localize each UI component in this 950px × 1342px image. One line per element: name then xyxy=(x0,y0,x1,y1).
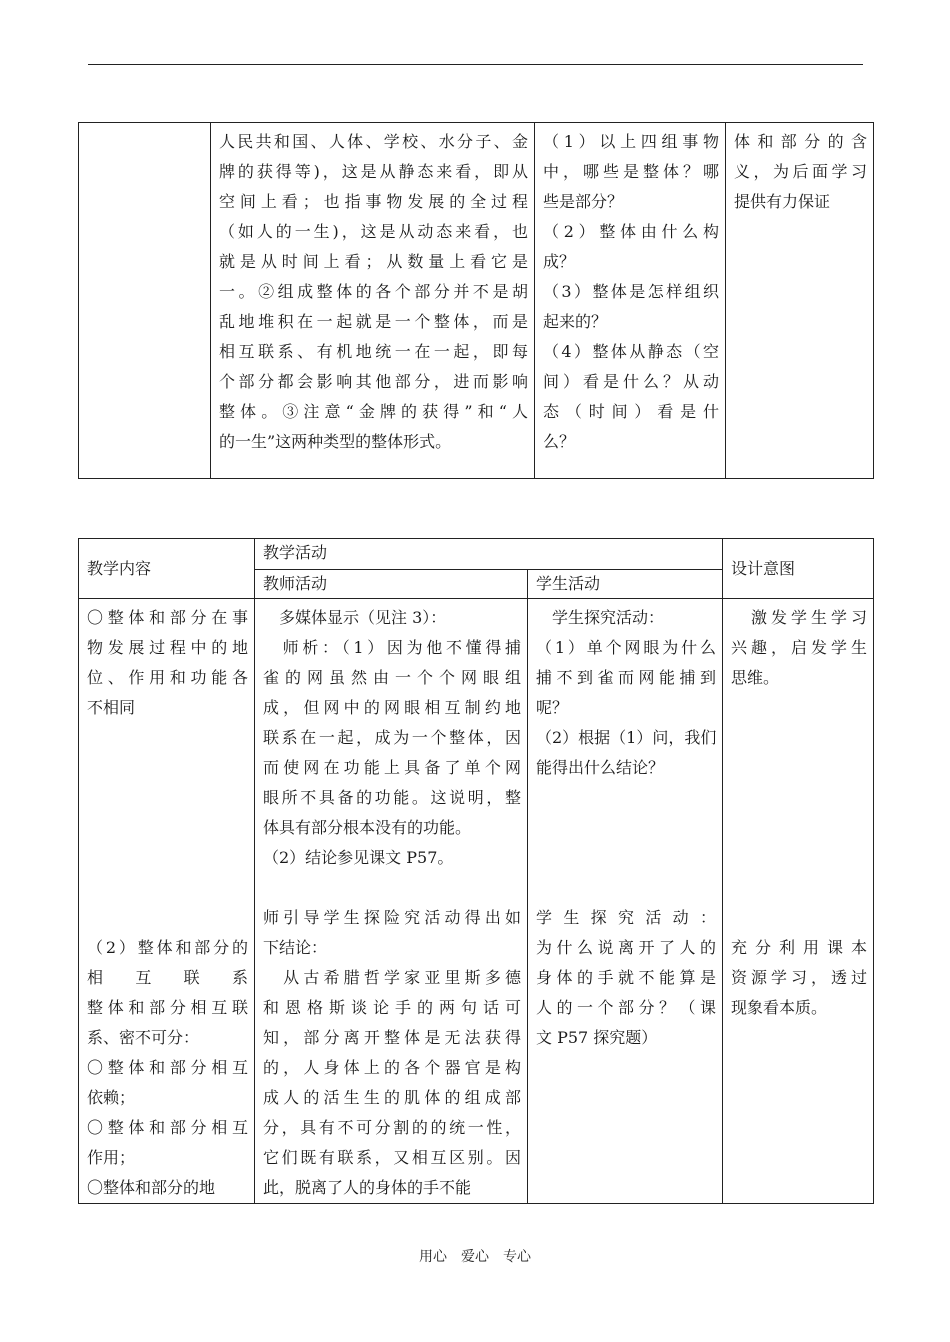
text-line: 成人的活生生的肌体的组成部 xyxy=(263,1088,521,1107)
blank-line xyxy=(87,753,248,783)
text-line: 学生探究活动： xyxy=(536,908,717,927)
text-line: 现象看本质。 xyxy=(731,998,828,1017)
text-line: 些是部分？ xyxy=(543,192,624,211)
text-line: 人民共和国、人体、学校、水分子、金 xyxy=(219,132,528,151)
text-line: 师析：（1）因为他不懂得捕 xyxy=(263,638,521,657)
text-line: （2）整体和部分的 xyxy=(87,938,248,957)
text-line: 成，但网中的网眼相互制约地 xyxy=(263,698,521,717)
text-line: 的，人身体上的各个器官是构 xyxy=(263,1058,521,1077)
text-line: 就是从时间上看；从数量上看它是 xyxy=(219,252,528,271)
blank-line xyxy=(536,843,716,873)
blank-line xyxy=(87,873,248,903)
text-line: 资源学习，透过 xyxy=(731,968,868,987)
header-teaching-activity: 教学活动 xyxy=(255,539,723,570)
text-line: （1）以上四组事物 xyxy=(543,132,719,151)
header-rule xyxy=(88,64,863,65)
text-line: 的一生”这两种类型的整体形式。 xyxy=(219,432,452,451)
text-line: 提供有力保证 xyxy=(734,192,831,211)
text-line: 而使网在功能上具备了单个网 xyxy=(263,758,521,777)
text-line: 一。②组成整体的各个部分并不是胡 xyxy=(219,282,528,301)
text-line: 学生探究活动： xyxy=(536,608,665,627)
text-line: 位、作用和功能各 xyxy=(87,668,248,687)
text-line: 它们既有联系，又相互区别。因 xyxy=(263,1148,521,1167)
header-teacher-activity: 教师活动 xyxy=(255,570,528,599)
text-line: 〇整体和部分相互 xyxy=(87,1058,248,1077)
text-line: 态（时间）看是什 xyxy=(543,402,719,421)
text-line: 思维。 xyxy=(731,668,780,687)
teacher-activity-cell xyxy=(255,599,528,1204)
blank-line xyxy=(731,783,867,813)
lesson-table-continued xyxy=(78,122,874,479)
empty-content-cell xyxy=(79,123,211,479)
text-line: 系、密不可分： xyxy=(87,1028,200,1047)
text-line: （2）根据（1）问，我们 xyxy=(536,728,717,747)
blank-line xyxy=(87,813,248,843)
text-line: 联系在一起，成为一个整体，因 xyxy=(263,728,521,747)
text-line: 体具有部分根本没有的功能。 xyxy=(263,818,472,837)
text-line: 作用； xyxy=(87,1148,136,1167)
page-footer: 用心 爱心 专心 xyxy=(419,1249,531,1265)
blank-line xyxy=(536,813,716,843)
text-line: 整体。③注意“金牌的获得”和“人 xyxy=(219,402,528,421)
blank-line xyxy=(263,873,521,903)
text-line: 物发展过程中的地 xyxy=(87,638,248,657)
text-line: 和恩格斯谈论手的两句话可 xyxy=(263,998,521,1017)
blank-line xyxy=(731,753,867,783)
blank-line xyxy=(536,873,716,903)
text-line: 依赖； xyxy=(87,1088,136,1107)
design-intent-cell xyxy=(723,599,874,1204)
text-line: 眼所不具备的功能。这说明，整 xyxy=(263,788,521,807)
text-line: 〇整体和部分的地 xyxy=(87,1178,216,1197)
text-line: 多媒体显示（见注 3）： xyxy=(263,608,447,627)
blank-line xyxy=(731,903,867,933)
blank-line xyxy=(731,813,867,843)
text-line: 捕不到雀而网能捕到 xyxy=(536,668,717,687)
text-line: （3）整体是怎样组织 xyxy=(543,282,719,301)
text-line: （如人的一生)，这是从动态来看，也 xyxy=(219,222,528,241)
text-line: 中，哪些是整体？哪 xyxy=(543,162,719,181)
header-student-activity: 学生活动 xyxy=(528,570,723,599)
text-line: 〇整体和部分在事 xyxy=(87,608,248,627)
explanation-cell xyxy=(211,123,535,479)
text-line: 相互联系、有机地统一在一起，即每 xyxy=(219,342,528,361)
questions-cell xyxy=(535,123,726,479)
text-line: （2）结论参见课文 P57。 xyxy=(263,848,454,867)
text-line: 义，为后面学习 xyxy=(734,162,867,181)
blank-line xyxy=(87,843,248,873)
text-line: 起来的？ xyxy=(543,312,608,331)
text-line: 充分利用课本 xyxy=(731,938,868,957)
content-cell xyxy=(79,599,255,1204)
text-line: 知，部分离开整体是无法获得 xyxy=(263,1028,521,1047)
text-line: 分，具有不可分割的的统一性， xyxy=(263,1118,521,1137)
text-line: 此，脱离了人的身体的手不能 xyxy=(263,1178,472,1197)
blank-line xyxy=(731,693,867,723)
text-line: 整体和部分相互联 xyxy=(87,998,248,1017)
text-line: 〇整体和部分相互 xyxy=(87,1118,248,1137)
text-line: 文 P57 探究题） xyxy=(536,1028,658,1047)
text-line: （1）单个网眼为什么 xyxy=(536,638,717,657)
text-line: 个部分都会影响其他部分，进而影响 xyxy=(219,372,528,391)
blank-line xyxy=(731,873,867,903)
header-teaching-content: 教学内容 xyxy=(79,539,255,599)
text-line: 么？ xyxy=(543,432,576,451)
text-line: 为什么说离开了人的 xyxy=(536,938,717,957)
blank-line xyxy=(87,783,248,813)
text-line: 空间上看；也指事物发展的全过程 xyxy=(219,192,528,211)
text-line: （4）整体从静态（空 xyxy=(543,342,719,361)
blank-line xyxy=(536,783,716,813)
blank-line xyxy=(87,723,248,753)
blank-line xyxy=(731,723,867,753)
text-line: （2）整体由什么构 xyxy=(543,222,719,241)
text-line: 间）看是什么？从动 xyxy=(543,372,719,391)
text-line: 从古希腊哲学家亚里斯多德 xyxy=(263,968,521,987)
text-line: 雀的网虽然由一个个网眼组 xyxy=(263,668,521,687)
header-design-intent: 设计意图 xyxy=(723,539,874,599)
blank-line xyxy=(87,903,248,933)
text-line: 相互联系 xyxy=(87,968,248,987)
text-line: 成？ xyxy=(543,252,576,271)
text-line: 体和部分的含 xyxy=(734,132,867,151)
text-line: 牌的获得等)，这是从静态来看，即从 xyxy=(219,162,528,181)
design-intent-cell xyxy=(726,123,874,479)
text-line: 不相同 xyxy=(87,698,136,717)
text-line: 兴趣，启发学生 xyxy=(731,638,868,657)
text-line: 激发学生学习 xyxy=(731,608,868,627)
lesson-table xyxy=(78,538,874,1204)
text-line: 能得出什么结论？ xyxy=(536,758,665,777)
text-line: 呢？ xyxy=(536,698,569,717)
blank-line xyxy=(731,843,867,873)
text-line: 人的一个部分？（课 xyxy=(536,998,717,1017)
text-line: 乱地堆积在一起就是一个整体，而是 xyxy=(219,312,528,331)
text-line: 身体的手就不能算是 xyxy=(536,968,717,987)
student-activity-cell xyxy=(528,599,723,1204)
text-line: 下结论： xyxy=(263,938,328,957)
text-line: 师引导学生探险究活动得出如 xyxy=(263,908,521,927)
